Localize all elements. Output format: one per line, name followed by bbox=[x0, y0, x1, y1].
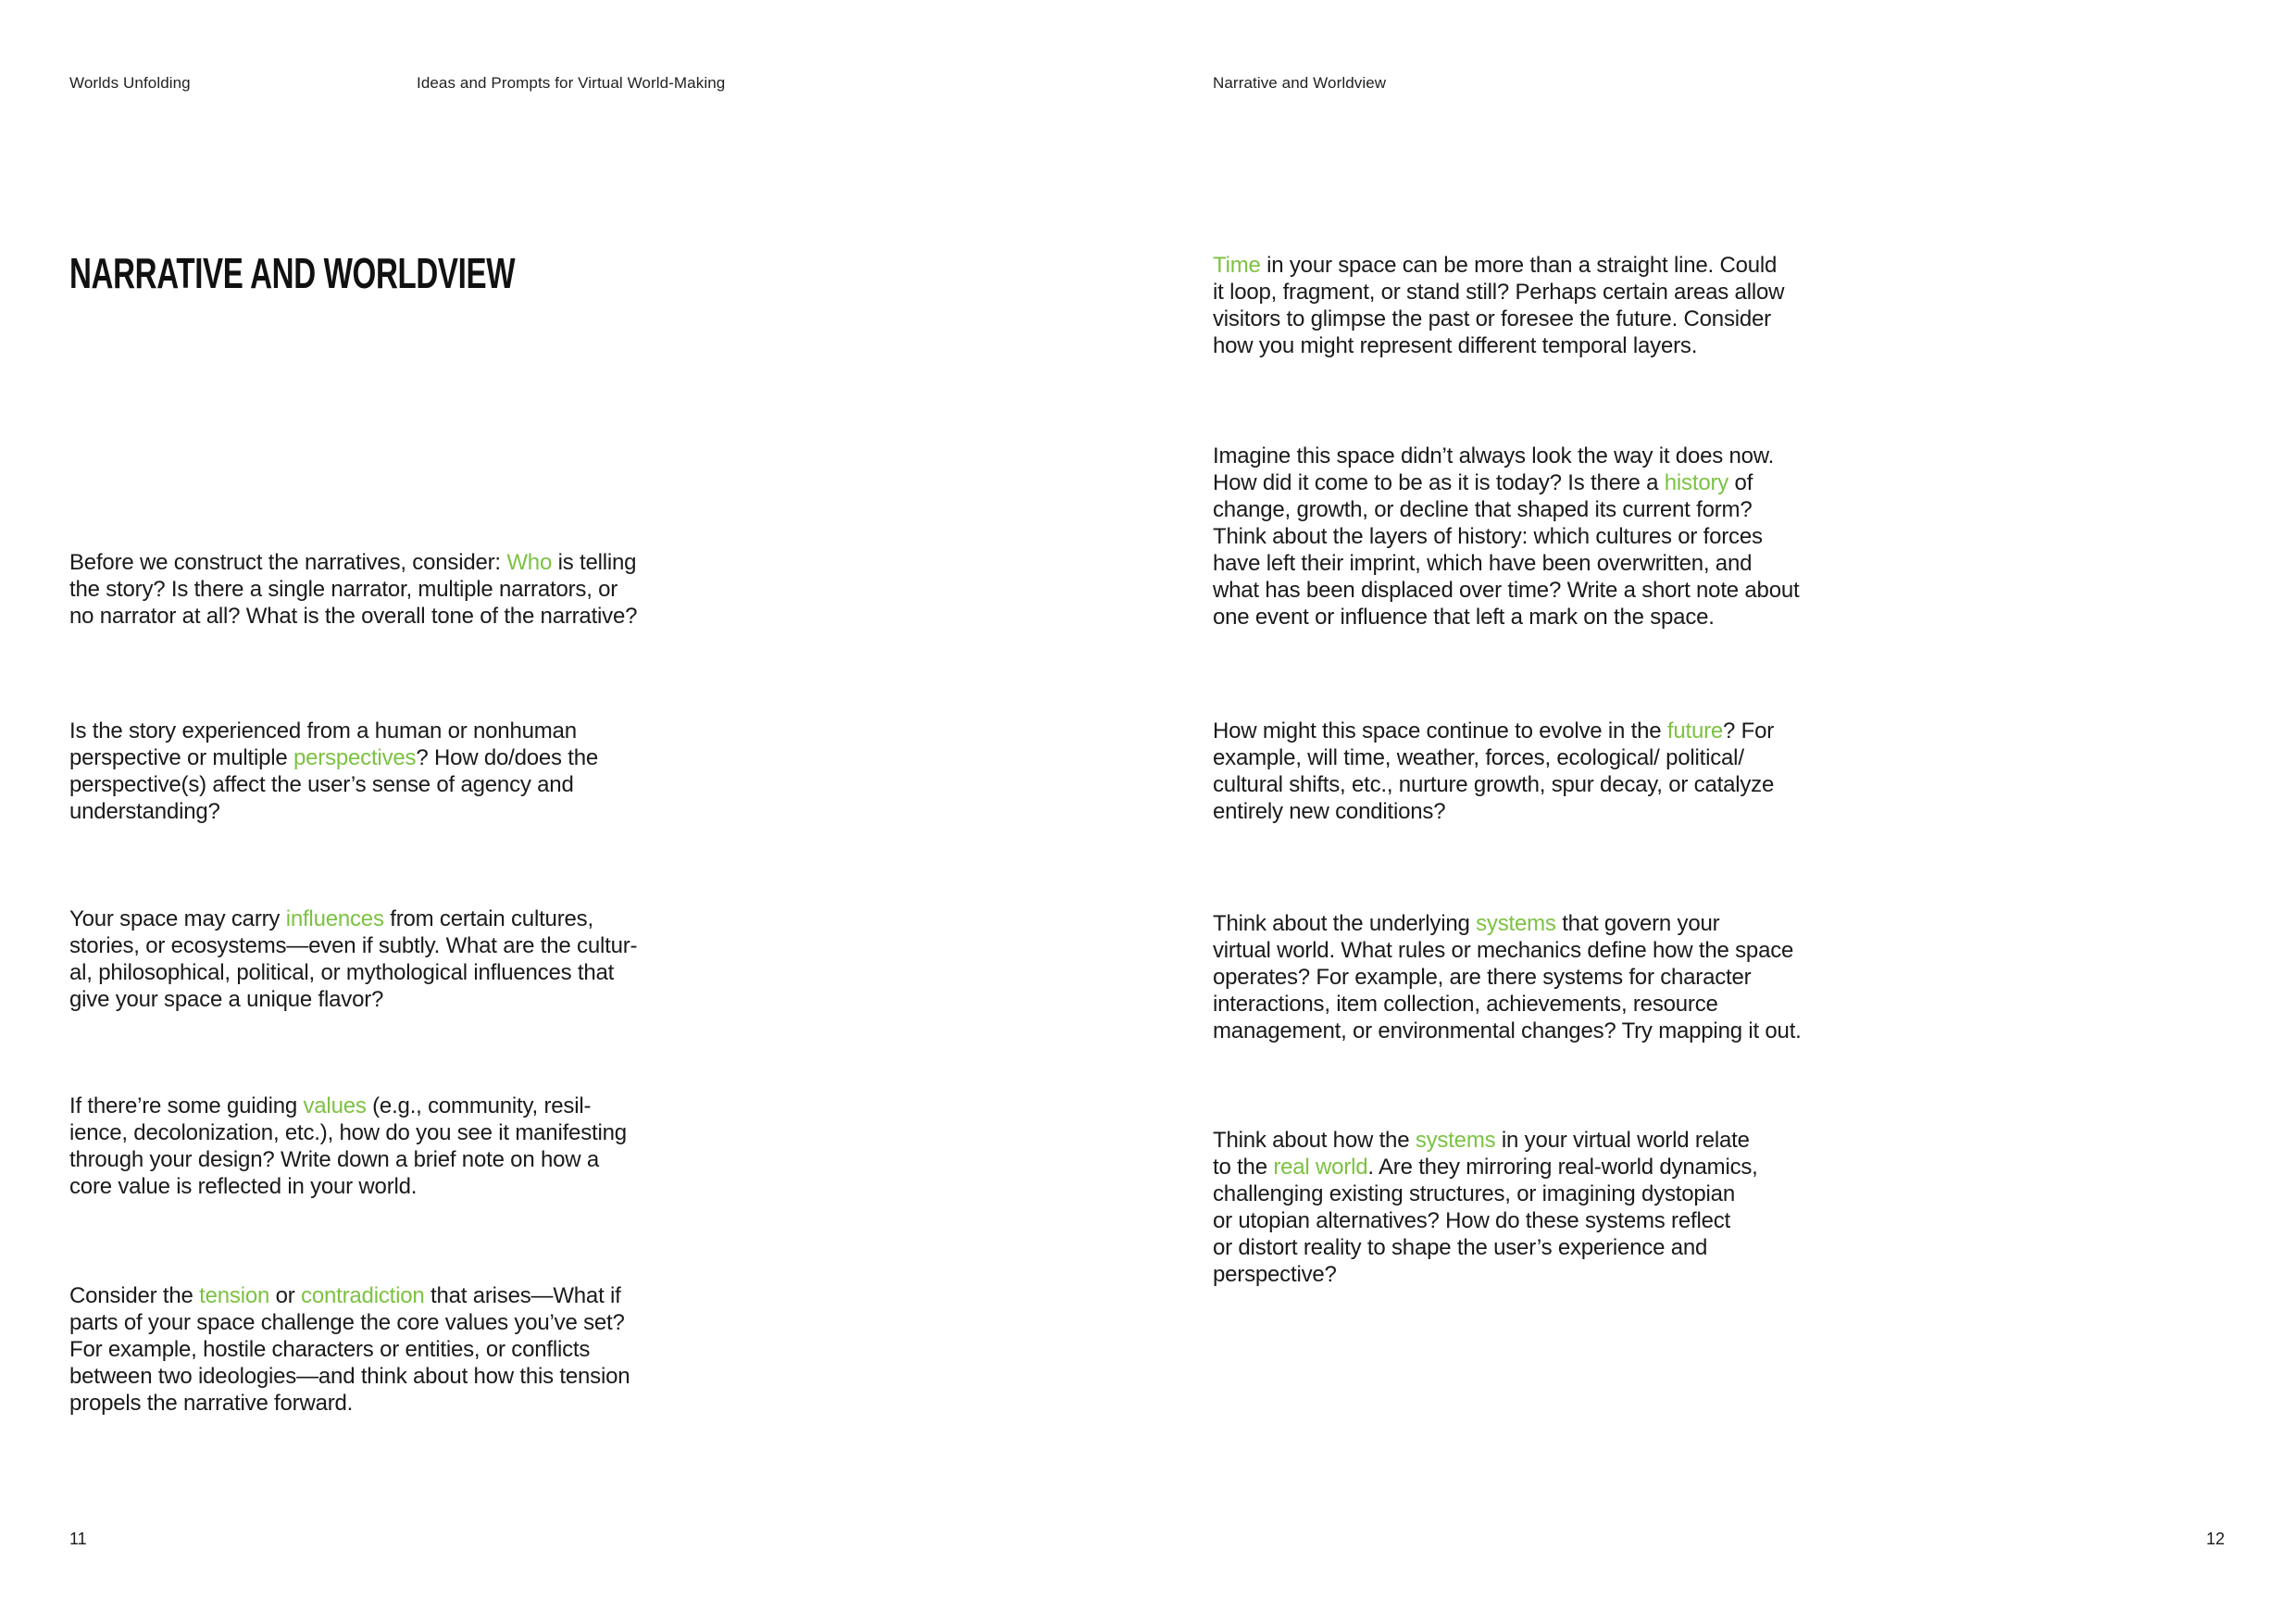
paragraph-history bbox=[1213, 443, 1799, 631]
text-segment: challenging existing structures, or imagining dystopian bbox=[1213, 1181, 1735, 1206]
text-line bbox=[69, 1146, 627, 1173]
text-line bbox=[69, 1093, 627, 1119]
text-line bbox=[1213, 604, 1799, 631]
text-segment: what has been displaced over time? Write a short note about bbox=[1213, 578, 1800, 603]
highlighted-term: influences bbox=[285, 906, 384, 931]
text-line bbox=[69, 798, 598, 825]
text-segment: or bbox=[269, 1283, 302, 1308]
text-segment: Your space may carry bbox=[69, 906, 286, 931]
text-line bbox=[1213, 332, 1784, 359]
text-segment: example, will time, weather, forces, ecological/ political/ bbox=[1213, 745, 1744, 770]
text-line bbox=[1213, 1181, 1758, 1207]
text-segment: how you might represent different temporal layers. bbox=[1213, 333, 1698, 358]
highlighted-term: history bbox=[1664, 470, 1729, 495]
text-segment: perspective or multiple bbox=[69, 745, 293, 770]
text-line bbox=[69, 603, 637, 630]
text-line bbox=[1213, 1018, 1802, 1044]
header-chapter: Narrative and Worldview bbox=[1213, 74, 1387, 92]
text-line bbox=[1213, 798, 1774, 825]
header-book-title: Worlds Unfolding bbox=[69, 74, 191, 92]
text-segment: perspective? bbox=[1213, 1262, 1337, 1287]
text-segment: is telling bbox=[552, 550, 637, 575]
text-segment: understanding? bbox=[69, 799, 220, 824]
text-line bbox=[1213, 1207, 1758, 1234]
highlighted-term: tension bbox=[199, 1283, 270, 1308]
text-segment: Before we construct the narratives, consider: bbox=[69, 550, 507, 575]
text-segment: ience, decolonization, etc.), how do you see it manifesting bbox=[69, 1120, 627, 1145]
text-line bbox=[1213, 910, 1802, 937]
text-line bbox=[69, 1173, 627, 1200]
text-line bbox=[69, 576, 637, 603]
text-line bbox=[1213, 1261, 1758, 1288]
text-line bbox=[1213, 496, 1799, 523]
text-segment: virtual world. What rules or mechanics define how the space bbox=[1213, 938, 1794, 963]
text-segment: one event or influence that left a mark on the space. bbox=[1213, 605, 1715, 630]
text-line bbox=[69, 1336, 630, 1363]
text-segment: propels the narrative forward. bbox=[69, 1391, 354, 1416]
text-segment: through your design? Write down a brief note on how a bbox=[69, 1147, 599, 1172]
text-segment: operates? For example, are there systems for character bbox=[1213, 965, 1752, 990]
highlighted-term: Who bbox=[506, 550, 553, 575]
text-line bbox=[69, 549, 637, 576]
text-line bbox=[69, 986, 637, 1013]
text-line bbox=[69, 771, 598, 798]
text-line bbox=[69, 932, 637, 959]
text-segment: interactions, item collection, achievements, resource bbox=[1213, 992, 1718, 1017]
text-segment: no narrator at all? What is the overall tone of the narrative? bbox=[69, 604, 638, 629]
text-line bbox=[1213, 469, 1799, 496]
text-segment: . Are they mirroring real-world dynamics, bbox=[1367, 1155, 1758, 1180]
text-line bbox=[1213, 991, 1802, 1018]
text-segment: to the bbox=[1213, 1155, 1274, 1180]
text-segment: ? For bbox=[1723, 718, 1775, 743]
highlighted-term: perspectives bbox=[293, 745, 417, 770]
text-segment: of bbox=[1728, 470, 1753, 495]
text-segment: in your space can be more than a straight line. Could bbox=[1260, 253, 1778, 278]
text-segment: core value is reflected in your world. bbox=[69, 1174, 418, 1199]
text-segment: entirely new conditions? bbox=[1213, 799, 1446, 824]
text-segment: (e.g., community, resil- bbox=[366, 1093, 592, 1118]
text-segment: Think about the layers of history: which cultures or forces bbox=[1213, 524, 1763, 549]
text-segment: Consider the bbox=[69, 1283, 200, 1308]
text-segment: al, philosophical, political, or mythological influences that bbox=[69, 960, 615, 985]
text-line bbox=[1213, 279, 1784, 306]
chapter-title: NARRATIVE AND WORLDVIEW bbox=[69, 249, 516, 297]
text-segment: visitors to glimpse the past or foresee the future. Consider bbox=[1213, 306, 1771, 331]
paragraph-tension bbox=[69, 1282, 630, 1417]
text-segment: that govern your bbox=[1555, 911, 1720, 936]
highlighted-term: future bbox=[1666, 718, 1724, 743]
paragraph-narrator bbox=[69, 549, 637, 630]
text-line bbox=[1213, 771, 1774, 798]
text-line bbox=[1213, 577, 1799, 604]
text-segment: between two ideologies—and think about how this tension bbox=[69, 1364, 630, 1389]
text-segment: it loop, fragment, or stand still? Perhaps certain areas allow bbox=[1213, 280, 1785, 305]
text-line bbox=[1213, 718, 1774, 744]
paragraph-perspectives bbox=[69, 718, 598, 825]
text-line bbox=[69, 1309, 630, 1336]
text-line bbox=[1213, 252, 1784, 279]
highlighted-term: values bbox=[303, 1093, 367, 1118]
text-segment: Imagine this space didn’t always look the way it does now. bbox=[1213, 443, 1775, 468]
header-subtitle: Ideas and Prompts for Virtual World-Making bbox=[417, 74, 726, 92]
text-line bbox=[1213, 550, 1799, 577]
text-line bbox=[1213, 964, 1802, 991]
text-segment: How did it come to be as it is today? Is there a bbox=[1213, 470, 1665, 495]
page-number-left: 11 bbox=[69, 1530, 87, 1548]
highlighted-term: Time bbox=[1213, 253, 1261, 278]
text-line bbox=[69, 1363, 630, 1390]
text-line bbox=[69, 744, 598, 771]
highlighted-term: systems bbox=[1476, 911, 1556, 936]
highlighted-term: real world bbox=[1273, 1155, 1368, 1180]
text-line bbox=[1213, 523, 1799, 550]
paragraph-future bbox=[1213, 718, 1774, 825]
text-line bbox=[69, 1390, 630, 1417]
paragraph-real-world bbox=[1213, 1127, 1758, 1288]
text-segment: or distort reality to shape the user’s experience and bbox=[1213, 1235, 1708, 1260]
text-segment: from certain cultures, bbox=[383, 906, 593, 931]
page-number-right: 12 bbox=[2206, 1530, 2226, 1548]
paragraph-systems bbox=[1213, 910, 1802, 1044]
paragraph-values bbox=[69, 1093, 627, 1200]
text-line bbox=[1213, 306, 1784, 332]
text-line bbox=[1213, 937, 1802, 964]
text-line bbox=[1213, 1154, 1758, 1181]
text-line bbox=[69, 959, 637, 986]
text-segment: have left their imprint, which have been overwritten, and bbox=[1213, 551, 1753, 576]
text-segment: If there’re some guiding bbox=[69, 1093, 304, 1118]
text-segment: the story? Is there a single narrator, multiple narrators, or bbox=[69, 577, 618, 602]
text-line bbox=[69, 1119, 627, 1146]
text-segment: cultural shifts, etc., nurture growth, spur decay, or catalyze bbox=[1213, 772, 1775, 797]
text-segment: For example, hostile characters or entities, or conflicts bbox=[69, 1337, 591, 1362]
paragraph-time bbox=[1213, 252, 1784, 359]
text-segment: or utopian alternatives? How do these systems reflect bbox=[1213, 1208, 1731, 1233]
text-line bbox=[69, 718, 598, 744]
highlighted-term: systems bbox=[1415, 1128, 1496, 1153]
highlighted-term: contradiction bbox=[301, 1283, 425, 1308]
text-line bbox=[1213, 1127, 1758, 1154]
text-segment: Is the story experienced from a human or nonhuman bbox=[69, 718, 577, 743]
text-segment: that arises—What if bbox=[424, 1283, 621, 1308]
text-segment: ? How do/does the bbox=[416, 745, 599, 770]
text-segment: Think about the underlying bbox=[1213, 911, 1477, 936]
paragraph-influences bbox=[69, 906, 637, 1013]
text-segment: stories, or ecosystems—even if subtly. What are the cultur- bbox=[69, 933, 638, 958]
text-line bbox=[69, 1282, 630, 1309]
text-segment: give your space a unique flavor? bbox=[69, 987, 384, 1012]
text-segment: change, growth, or decline that shaped its current form? bbox=[1213, 497, 1753, 522]
text-line bbox=[1213, 443, 1799, 469]
text-segment: management, or environmental changes? Try mapping it out. bbox=[1213, 1018, 1802, 1043]
text-line bbox=[1213, 744, 1774, 771]
text-segment: perspective(s) affect the user’s sense of agency and bbox=[69, 772, 574, 797]
text-line bbox=[1213, 1234, 1758, 1261]
text-segment: How might this space continue to evolve in the bbox=[1213, 718, 1667, 743]
text-line bbox=[69, 906, 637, 932]
text-segment: in your virtual world relate bbox=[1495, 1128, 1750, 1153]
text-segment: parts of your space challenge the core values you’ve set? bbox=[69, 1310, 625, 1335]
text-segment: Think about how the bbox=[1213, 1128, 1416, 1153]
